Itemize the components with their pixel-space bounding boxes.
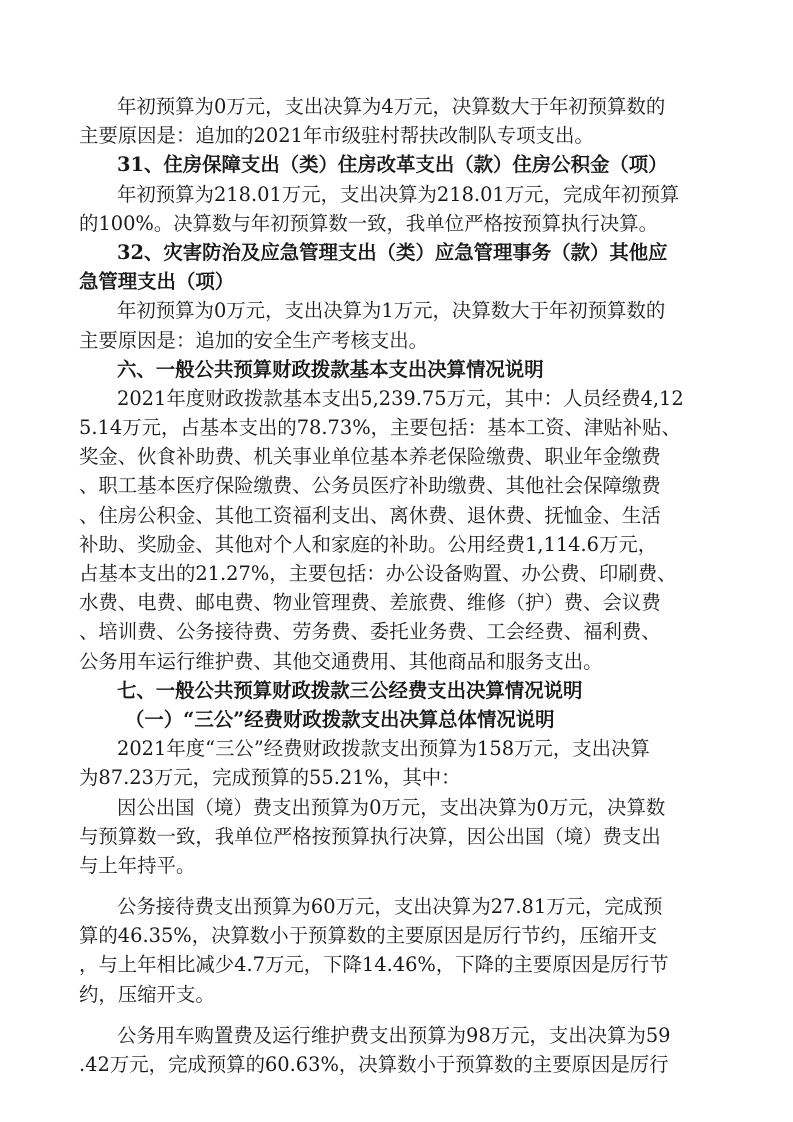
subsection-heading: （一）“三公”经费财政拨款支出决算总体情况说明	[125, 707, 555, 731]
section-heading: 31、住房保障支出（类）住房改革支出（款）住房公积金（项）	[117, 153, 668, 177]
paragraph-line: 水费、电费、邮电费、物业管理费、差旅费、维修（护）费、会议费	[79, 591, 661, 615]
paragraph-line: 5.14万元，占基本支出的78.73%，主要包括：基本工资、津贴补贴、	[79, 416, 681, 440]
paragraph-line: 公务用车运行维护费、其他交通费用、其他商品和服务支出。	[79, 649, 603, 673]
paragraph-line: 主要原因是：追加的安全生产考核支出。	[79, 328, 429, 352]
paragraph-line: 补助、奖励金、其他对个人和家庭的补助。公用经费1,114.6万元，	[79, 532, 658, 556]
section-heading: 六、一般公共预算财政拨款基本支出决算情况说明	[117, 357, 544, 381]
paragraph-line: 公务接待费支出预算为60万元，支出决算为27.81万元，完成预	[117, 895, 663, 919]
paragraph-line: 年初预算为0万元，支出决算为4万元，决算数大于年初预算数的	[117, 95, 666, 118]
paragraph-line: 因公出国（境）费支出预算为0万元，支出决算为0万元，决算数	[117, 795, 666, 819]
paragraph-line: 2021年度财政拨款基本支出5,239.75万元，其中：人员经费4,12	[117, 386, 684, 410]
paragraph-line: 、培训费、公务接待费、劳务费、委托业务费、工会经费、福利费、	[79, 620, 661, 644]
paragraph-line: 主要原因是：追加的2021年市级驻村帮扶改制队专项支出。	[79, 124, 594, 148]
paragraph-line: 2021年度“三公”经费财政拨款支出预算为158万元，支出决算	[117, 737, 650, 761]
section-heading: 七、一般公共预算财政拨款三公经费支出决算情况说明	[117, 678, 583, 702]
paragraph-gap	[79, 880, 719, 892]
paragraph-line: 与预算数一致，我单位严格按预算执行决算，因公出国（境）费支出	[79, 824, 661, 848]
paragraph-line: 公务用车购置费及运行维护费支出预算为98万元，支出决算为59	[117, 1023, 671, 1047]
paragraph-line: 的100%。决算数与年初预算数一致，我单位严格按预算执行决算。	[79, 211, 658, 235]
paragraph-line: 年初预算为0万元，支出决算为1万元，决算数大于年初预算数的	[117, 299, 666, 323]
paragraph-line: 为87.23万元，完成预算的55.21%，其中：	[79, 766, 461, 790]
paragraph-line: 与上年持平。	[79, 853, 196, 877]
paragraph-line: 、职工基本医疗保险缴费、公务员医疗补助缴费、其他社会保障缴费	[79, 474, 661, 498]
paragraph-line: 约，压缩开支。	[79, 982, 215, 1006]
paragraph-line: 奖金、伙食补助费、机关事业单位基本养老保险缴费、职业年金缴费	[79, 445, 661, 469]
paragraph-line: ，与上年相比减少4.7万元，下降14.46%，下降的主要原因是厉行节	[79, 953, 669, 977]
document-body	[79, 92, 719, 1079]
paragraph-gap	[79, 1009, 719, 1021]
section-heading: 急管理支出（项）	[79, 270, 235, 294]
paragraph-line: 、住房公积金、其他工资福利支出、离休费、退休费、抚恤金、生活	[79, 503, 661, 527]
paragraph-line: 算的46.35%，决算数小于预算数的主要原因是厉行节约，压缩开支	[79, 924, 658, 948]
paragraph-line: .42万元，完成预算的60.63%，决算数小于预算数的主要原因是厉行	[79, 1053, 669, 1076]
paragraph-line: 占基本支出的21.27%，主要包括：办公设备购置、办公费、印刷费、	[79, 562, 677, 585]
section-heading: 32、灾害防治及应急管理支出（类）应急管理事务（款）其他应	[117, 240, 668, 264]
paragraph-line: 年初预算为218.01万元，支出决算为218.01万元，完成年初预算	[117, 182, 680, 206]
